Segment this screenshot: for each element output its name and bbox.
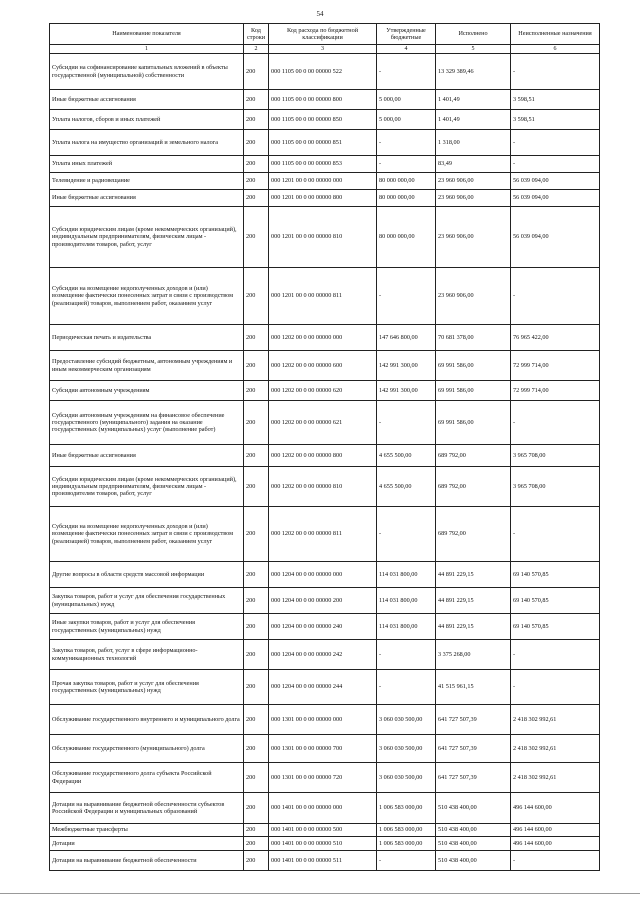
row-approved-amount: 114 031 800,00 — [377, 562, 436, 588]
row-budget-class-code: 000 1202 00 0 00 00000 800 — [269, 445, 377, 467]
column-number-row — [50, 45, 600, 54]
table-row — [50, 793, 600, 824]
row-budget-class-code: 000 1401 00 0 00 00000 510 — [269, 837, 377, 851]
row-unexecuted-amount: 496 144 600,00 — [511, 793, 600, 824]
page-bottom-rule — [0, 893, 640, 894]
row-budget-class-code: 000 1204 00 0 00 00000 242 — [269, 640, 377, 670]
row-budget-class-code: 000 1201 00 0 00 00000 000 — [269, 173, 377, 190]
row-line-code: 200 — [244, 705, 269, 735]
row-executed-amount: 23 960 906,00 — [436, 173, 511, 190]
table-row — [50, 837, 600, 851]
row-executed-amount: 83,49 — [436, 156, 511, 173]
row-line-code: 200 — [244, 190, 269, 207]
row-budget-class-code: 000 1202 00 0 00 00000 000 — [269, 325, 377, 351]
row-indicator-name: Иные бюджетные ассигнования — [50, 445, 244, 467]
row-unexecuted-amount: - — [511, 401, 600, 445]
row-unexecuted-amount: 69 140 570,85 — [511, 614, 600, 640]
row-executed-amount: 69 991 586,00 — [436, 351, 511, 381]
row-indicator-name: Уплата иных платежей — [50, 156, 244, 173]
row-unexecuted-amount: 3 965 708,00 — [511, 467, 600, 507]
row-executed-amount: 510 438 400,00 — [436, 793, 511, 824]
table-row — [50, 445, 600, 467]
row-executed-amount: 69 991 586,00 — [436, 401, 511, 445]
row-indicator-name: Межбюджетные трансферты — [50, 824, 244, 837]
page-number: 54 — [316, 10, 324, 18]
row-line-code: 200 — [244, 670, 269, 705]
row-unexecuted-amount: 2 418 302 992,61 — [511, 763, 600, 793]
row-budget-class-code: 000 1204 00 0 00 00000 200 — [269, 588, 377, 614]
row-unexecuted-amount: 69 140 570,85 — [511, 588, 600, 614]
row-budget-class-code: 000 1105 00 0 00 00000 853 — [269, 156, 377, 173]
row-approved-amount: 147 646 800,00 — [377, 325, 436, 351]
row-line-code: 200 — [244, 588, 269, 614]
row-approved-amount: - — [377, 640, 436, 670]
table-row — [50, 381, 600, 401]
row-executed-amount: 510 438 400,00 — [436, 851, 511, 871]
row-indicator-name: Прочая закупка товаров, работ и услуг для обеспечения государственных (муниципальных) нужд — [50, 670, 244, 705]
row-unexecuted-amount: 3 598,51 — [511, 90, 600, 110]
header-line-code: Код строки — [244, 24, 269, 45]
table-row — [50, 90, 600, 110]
row-budget-class-code: 000 1401 00 0 00 00000 500 — [269, 824, 377, 837]
row-budget-class-code: 000 1401 00 0 00 00000 511 — [269, 851, 377, 871]
column-number: 5 — [436, 45, 511, 54]
row-line-code: 200 — [244, 507, 269, 562]
row-approved-amount: - — [377, 507, 436, 562]
row-approved-amount: - — [377, 130, 436, 156]
row-executed-amount: 510 438 400,00 — [436, 837, 511, 851]
row-unexecuted-amount: - — [511, 130, 600, 156]
row-line-code: 200 — [244, 851, 269, 871]
table-row — [50, 190, 600, 207]
row-approved-amount: 114 031 800,00 — [377, 614, 436, 640]
table-row — [50, 824, 600, 837]
column-number: 4 — [377, 45, 436, 54]
row-approved-amount: - — [377, 156, 436, 173]
row-line-code: 200 — [244, 467, 269, 507]
row-approved-amount: 5 000,00 — [377, 110, 436, 130]
row-line-code: 200 — [244, 793, 269, 824]
table-row — [50, 130, 600, 156]
table-row — [50, 156, 600, 173]
row-unexecuted-amount: 76 965 422,00 — [511, 325, 600, 351]
header-budget-class-code: Код расхода по бюджетной классификации — [269, 24, 377, 45]
row-executed-amount: 641 727 507,39 — [436, 763, 511, 793]
row-indicator-name: Субсидии на софинансирование капитальных вложений в объекты государственной (муниципальной) собственности — [50, 54, 244, 90]
row-line-code: 200 — [244, 735, 269, 763]
row-approved-amount: 142 991 300,00 — [377, 381, 436, 401]
table-row — [50, 562, 600, 588]
row-approved-amount: - — [377, 851, 436, 871]
row-executed-amount: 13 329 389,46 — [436, 54, 511, 90]
row-unexecuted-amount: 56 039 094,00 — [511, 190, 600, 207]
header-approved: Утвержденные бюджетные — [377, 24, 436, 45]
row-executed-amount: 44 891 229,15 — [436, 614, 511, 640]
table-row — [50, 268, 600, 325]
row-indicator-name: Закупка товаров, работ, услуг в сфере информационно-коммуникационных технологий — [50, 640, 244, 670]
row-unexecuted-amount: 72 999 714,00 — [511, 351, 600, 381]
table-row — [50, 351, 600, 381]
row-unexecuted-amount: 69 140 570,85 — [511, 562, 600, 588]
column-number: 1 — [50, 45, 244, 54]
table-row — [50, 401, 600, 445]
row-line-code: 200 — [244, 351, 269, 381]
row-indicator-name: Иные закупки товаров, работ и услуг для обеспечения государственных (муниципальных) нужд — [50, 614, 244, 640]
row-executed-amount: 23 960 906,00 — [436, 190, 511, 207]
row-budget-class-code: 000 1201 00 0 00 00000 810 — [269, 207, 377, 268]
row-approved-amount: 80 000 000,00 — [377, 207, 436, 268]
row-budget-class-code: 000 1202 00 0 00 00000 621 — [269, 401, 377, 445]
row-indicator-name: Периодическая печать и издательства — [50, 325, 244, 351]
row-line-code: 200 — [244, 562, 269, 588]
row-executed-amount: 641 727 507,39 — [436, 705, 511, 735]
row-budget-class-code: 000 1202 00 0 00 00000 620 — [269, 381, 377, 401]
row-line-code: 200 — [244, 401, 269, 445]
row-line-code: 200 — [244, 614, 269, 640]
row-indicator-name: Обслуживание государственного внутреннего и муниципального долга — [50, 705, 244, 735]
row-approved-amount: 4 655 500,00 — [377, 445, 436, 467]
row-line-code: 200 — [244, 54, 269, 90]
row-line-code: 200 — [244, 445, 269, 467]
table-row — [50, 763, 600, 793]
row-line-code: 200 — [244, 90, 269, 110]
row-approved-amount: - — [377, 268, 436, 325]
row-executed-amount: 689 792,00 — [436, 507, 511, 562]
row-line-code: 200 — [244, 381, 269, 401]
row-unexecuted-amount: 56 039 094,00 — [511, 207, 600, 268]
row-budget-class-code: 000 1301 00 0 00 00000 700 — [269, 735, 377, 763]
row-unexecuted-amount: - — [511, 156, 600, 173]
row-line-code: 200 — [244, 207, 269, 268]
row-unexecuted-amount: 3 598,51 — [511, 110, 600, 130]
table-row — [50, 54, 600, 90]
budget-execution-table — [49, 23, 600, 871]
row-unexecuted-amount: - — [511, 670, 600, 705]
table-row — [50, 614, 600, 640]
row-executed-amount: 1 401,49 — [436, 90, 511, 110]
row-unexecuted-amount: - — [511, 851, 600, 871]
row-indicator-name: Дотации на выравнивание бюджетной обеспеченности субъектов Российской Федерации и муниципальных образований — [50, 793, 244, 824]
row-indicator-name: Уплата налогов, сборов и иных платежей — [50, 110, 244, 130]
row-approved-amount: 3 060 030 500,00 — [377, 763, 436, 793]
row-budget-class-code: 000 1202 00 0 00 00000 600 — [269, 351, 377, 381]
row-unexecuted-amount: - — [511, 268, 600, 325]
table-row — [50, 507, 600, 562]
row-line-code: 200 — [244, 156, 269, 173]
row-budget-class-code: 000 1201 00 0 00 00000 800 — [269, 190, 377, 207]
row-executed-amount: 1 318,00 — [436, 130, 511, 156]
row-unexecuted-amount: 2 418 302 992,61 — [511, 735, 600, 763]
row-indicator-name: Закупка товаров, работ и услуг для обеспечения государственных (муниципальных) нужд — [50, 588, 244, 614]
row-executed-amount: 3 375 268,00 — [436, 640, 511, 670]
row-indicator-name: Предоставление субсидий бюджетным, автономным учреждениям и иным некоммерческим организациям — [50, 351, 244, 381]
row-line-code: 200 — [244, 268, 269, 325]
row-line-code: 200 — [244, 110, 269, 130]
table-row — [50, 207, 600, 268]
header-indicator-name: Наименование показателя — [50, 24, 244, 45]
row-indicator-name: Субсидии на возмещение недополученных доходов и (или) возмещение фактически понесенных затрат в связи с производством (реализацией) товаров, выполнением работ, оказанием услуг — [50, 507, 244, 562]
row-budget-class-code: 000 1105 00 0 00 00000 522 — [269, 54, 377, 90]
row-line-code: 200 — [244, 640, 269, 670]
row-executed-amount: 70 681 378,00 — [436, 325, 511, 351]
row-budget-class-code: 000 1202 00 0 00 00000 811 — [269, 507, 377, 562]
row-budget-class-code: 000 1204 00 0 00 00000 240 — [269, 614, 377, 640]
row-approved-amount: 3 060 030 500,00 — [377, 735, 436, 763]
row-approved-amount: 3 060 030 500,00 — [377, 705, 436, 735]
row-unexecuted-amount: 496 144 600,00 — [511, 837, 600, 851]
row-budget-class-code: 000 1105 00 0 00 00000 800 — [269, 90, 377, 110]
row-line-code: 200 — [244, 837, 269, 851]
table-row — [50, 173, 600, 190]
row-budget-class-code: 000 1401 00 0 00 00000 000 — [269, 793, 377, 824]
row-unexecuted-amount: 496 144 600,00 — [511, 824, 600, 837]
row-budget-class-code: 000 1202 00 0 00 00000 810 — [269, 467, 377, 507]
row-executed-amount: 641 727 507,39 — [436, 735, 511, 763]
row-approved-amount: 142 991 300,00 — [377, 351, 436, 381]
row-unexecuted-amount: 3 965 708,00 — [511, 445, 600, 467]
column-number: 2 — [244, 45, 269, 54]
row-approved-amount: - — [377, 54, 436, 90]
row-unexecuted-amount: 56 039 094,00 — [511, 173, 600, 190]
table-row — [50, 110, 600, 130]
row-approved-amount: - — [377, 670, 436, 705]
row-unexecuted-amount: 2 418 302 992,61 — [511, 705, 600, 735]
row-executed-amount: 44 891 229,15 — [436, 562, 511, 588]
table-row — [50, 467, 600, 507]
row-indicator-name: Дотации — [50, 837, 244, 851]
row-budget-class-code: 000 1301 00 0 00 00000 000 — [269, 705, 377, 735]
row-budget-class-code: 000 1105 00 0 00 00000 851 — [269, 130, 377, 156]
row-indicator-name: Субсидии на возмещение недополученных доходов и (или) возмещение фактически понесенных затрат в связи с производством (реализацией) товаров, выполнением работ, оказанием услуг — [50, 268, 244, 325]
row-budget-class-code: 000 1204 00 0 00 00000 244 — [269, 670, 377, 705]
header-executed: Исполнено — [436, 24, 511, 45]
table-row — [50, 640, 600, 670]
row-executed-amount: 23 960 906,00 — [436, 268, 511, 325]
table-row — [50, 735, 600, 763]
row-executed-amount: 44 891 229,15 — [436, 588, 511, 614]
row-executed-amount: 1 401,49 — [436, 110, 511, 130]
row-executed-amount: 689 792,00 — [436, 445, 511, 467]
row-approved-amount: 1 006 583 000,00 — [377, 837, 436, 851]
row-executed-amount: 510 438 400,00 — [436, 824, 511, 837]
row-indicator-name: Обслуживание государственного долга субъекта Российской Федерации — [50, 763, 244, 793]
row-approved-amount: 4 655 500,00 — [377, 467, 436, 507]
header-unexecuted: Неисполненные назначения — [511, 24, 600, 45]
row-line-code: 200 — [244, 763, 269, 793]
row-approved-amount: 80 000 000,00 — [377, 173, 436, 190]
row-indicator-name: Уплата налога на имущество организаций и земельного налога — [50, 130, 244, 156]
row-indicator-name: Субсидии юридическим лицам (кроме некоммерческих организаций), индивидуальным предпринимателям, физическим лицам - производителям товаров, работ, услуг — [50, 467, 244, 507]
row-line-code: 200 — [244, 325, 269, 351]
row-unexecuted-amount: - — [511, 54, 600, 90]
column-number: 6 — [511, 45, 600, 54]
row-indicator-name: Субсидии юридическим лицам (кроме некоммерческих организаций), индивидуальным предпринимателям, физическим лицам - производителям товаров, работ, услуг — [50, 207, 244, 268]
row-budget-class-code: 000 1301 00 0 00 00000 720 — [269, 763, 377, 793]
header-row — [50, 24, 600, 45]
table-row — [50, 705, 600, 735]
row-approved-amount: 5 000,00 — [377, 90, 436, 110]
row-line-code: 200 — [244, 173, 269, 190]
row-indicator-name: Иные бюджетные ассигнования — [50, 90, 244, 110]
row-budget-class-code: 000 1105 00 0 00 00000 850 — [269, 110, 377, 130]
row-indicator-name: Иные бюджетные ассигнования — [50, 190, 244, 207]
row-approved-amount: 1 006 583 000,00 — [377, 824, 436, 837]
row-approved-amount: 1 006 583 000,00 — [377, 793, 436, 824]
row-executed-amount: 41 515 961,15 — [436, 670, 511, 705]
row-budget-class-code: 000 1201 00 0 00 00000 811 — [269, 268, 377, 325]
row-indicator-name: Телевидение и радиовещание — [50, 173, 244, 190]
row-indicator-name: Субсидии автономным учреждениям на финансовое обеспечение государственного (муниципального) задания на оказание государственных (муниципальных) услуг (выполнение работ) — [50, 401, 244, 445]
row-indicator-name: Субсидии автономным учреждениям — [50, 381, 244, 401]
row-unexecuted-amount: - — [511, 507, 600, 562]
table-row — [50, 588, 600, 614]
row-executed-amount: 23 960 906,00 — [436, 207, 511, 268]
row-indicator-name: Дотации на выравнивание бюджетной обеспеченности — [50, 851, 244, 871]
row-line-code: 200 — [244, 824, 269, 837]
row-budget-class-code: 000 1204 00 0 00 00000 000 — [269, 562, 377, 588]
row-executed-amount: 69 991 586,00 — [436, 381, 511, 401]
row-unexecuted-amount: - — [511, 640, 600, 670]
table-row — [50, 670, 600, 705]
table-row — [50, 851, 600, 871]
row-executed-amount: 689 792,00 — [436, 467, 511, 507]
row-line-code: 200 — [244, 130, 269, 156]
row-approved-amount: - — [377, 401, 436, 445]
row-unexecuted-amount: 72 999 714,00 — [511, 381, 600, 401]
row-approved-amount: 80 000 000,00 — [377, 190, 436, 207]
row-indicator-name: Другие вопросы в области средств массовой информации — [50, 562, 244, 588]
column-number: 3 — [269, 45, 377, 54]
row-approved-amount: 114 031 800,00 — [377, 588, 436, 614]
table-row — [50, 325, 600, 351]
row-indicator-name: Обслуживание государственного (муниципального) долга — [50, 735, 244, 763]
